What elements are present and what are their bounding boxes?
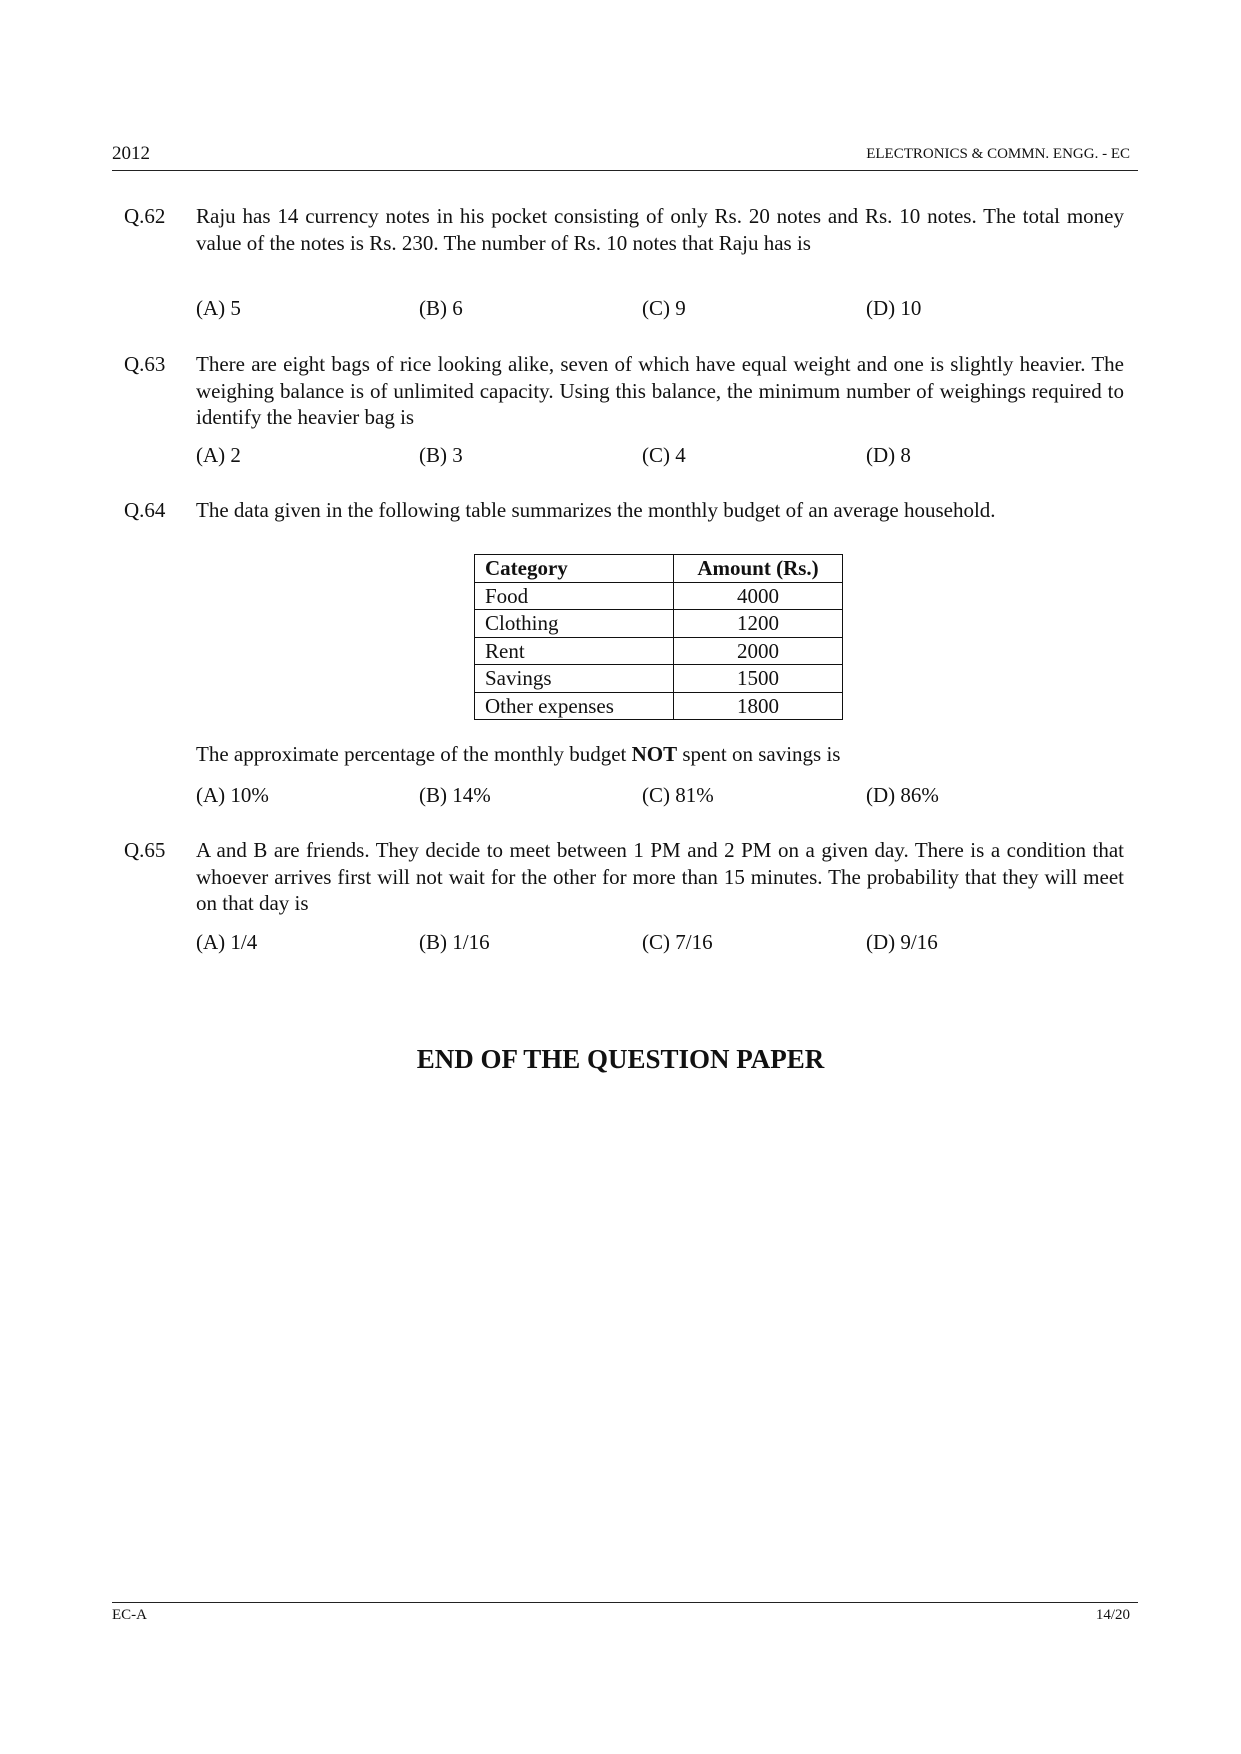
exam-subject: ELECTRONICS & COMMN. ENGG. - EC bbox=[866, 146, 1130, 162]
option-d: (D) 9/16 bbox=[866, 930, 938, 954]
amount-cell: 1500 bbox=[674, 665, 843, 693]
question-64-followup bbox=[196, 742, 840, 767]
option-b: (B) 1/16 bbox=[419, 930, 490, 954]
option-c: (C) 4 bbox=[642, 443, 686, 467]
question-text: There are eight bags of rice looking alike, seven of which have equal weight and one is slightly heavier. The weighing balance is of unlimited capacity. Using this balance, the minimum number of weighings required to identify the heavier bag is bbox=[196, 352, 1124, 429]
option-c: (C) 9 bbox=[642, 296, 686, 320]
amount-cell: 1200 bbox=[674, 610, 843, 638]
amount-cell: 1800 bbox=[674, 692, 843, 720]
paper-code: EC-A bbox=[112, 1607, 147, 1623]
option-a: (A) 2 bbox=[196, 443, 241, 467]
category-cell: Other expenses bbox=[475, 692, 674, 720]
question-65-options bbox=[196, 930, 1096, 958]
option-a: (A) 1/4 bbox=[196, 930, 258, 954]
question-62-options bbox=[196, 296, 1096, 324]
amount-cell: 4000 bbox=[674, 582, 843, 610]
question-64-options bbox=[196, 783, 1096, 811]
category-cell: Savings bbox=[475, 665, 674, 693]
page-footer bbox=[112, 1602, 1138, 1623]
question-text: A and B are friends. They decide to meet between 1 PM and 2 PM on a given day. There is a condition that whoever arrives first will not wait for the other for more than 15 minutes. The probability that they will meet on that day is bbox=[196, 838, 1124, 915]
option-c: (C) 7/16 bbox=[642, 930, 713, 954]
question-text: Raju has 14 currency notes in his pocket consisting of only Rs. 20 notes and Rs. 10 notes. The total money value of the notes is Rs. 230. The number of Rs. 10 notes that Raju has is bbox=[196, 204, 1124, 255]
option-b: (B) 3 bbox=[419, 443, 463, 467]
page-header bbox=[112, 140, 1138, 171]
category-cell: Rent bbox=[475, 637, 674, 665]
option-d: (D) 86% bbox=[866, 783, 939, 807]
option-a: (A) 10% bbox=[196, 783, 269, 807]
question-number: Q.62 bbox=[124, 204, 166, 228]
option-d: (D) 10 bbox=[866, 296, 922, 320]
question-63-options bbox=[196, 443, 1096, 471]
followup-emphasis: NOT bbox=[631, 742, 678, 766]
option-b: (B) 6 bbox=[419, 296, 463, 320]
category-cell: Food bbox=[475, 582, 674, 610]
option-d: (D) 8 bbox=[866, 443, 911, 467]
column-header-amount: Amount (Rs.) bbox=[674, 555, 843, 583]
exam-year: 2012 bbox=[112, 143, 150, 164]
option-b: (B) 14% bbox=[419, 783, 491, 807]
page-number: 14/20 bbox=[1095, 1607, 1130, 1623]
option-c: (C) 81% bbox=[642, 783, 714, 807]
category-cell: Clothing bbox=[475, 610, 674, 638]
question-text: The data given in the following table summarizes the monthly budget of an average household. bbox=[196, 498, 996, 522]
followup-text-before: The approximate percentage of the monthly budget bbox=[196, 742, 632, 766]
question-number: Q.65 bbox=[124, 838, 166, 862]
question-number: Q.64 bbox=[124, 498, 166, 522]
followup-text-after: spent on savings is bbox=[677, 742, 841, 766]
option-a: (A) 5 bbox=[196, 296, 241, 320]
table-row bbox=[475, 610, 843, 638]
column-header-category: Category bbox=[475, 555, 674, 583]
end-of-paper-heading: END OF THE QUESTION PAPER bbox=[416, 1044, 825, 1074]
table-header-row bbox=[475, 555, 843, 583]
table-row bbox=[475, 637, 843, 665]
table-row bbox=[475, 692, 843, 720]
budget-table bbox=[474, 554, 843, 720]
table-row bbox=[475, 665, 843, 693]
amount-cell: 2000 bbox=[674, 637, 843, 665]
table-row bbox=[475, 582, 843, 610]
question-number: Q.63 bbox=[124, 352, 166, 376]
